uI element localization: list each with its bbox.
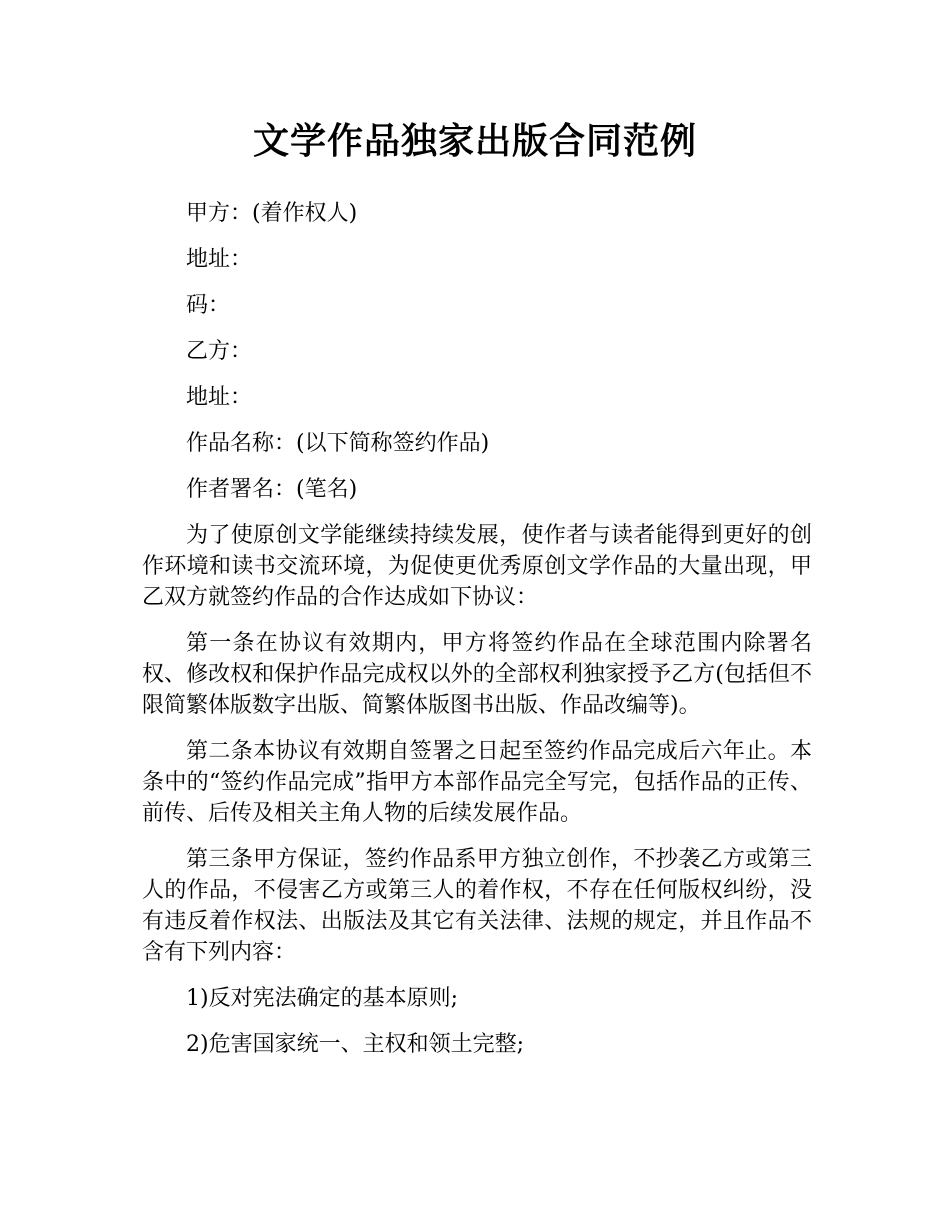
preamble-paragraph: 为了使原创文学能继续持续发展，使作者与读者能得到更好的创作环境和读书交流环境，为促使更优秀原创文学作品的大量出现，甲乙双方就签约作品的合作达成如下协议：: [142, 523, 812, 610]
party-b-address-line: 地址：: [186, 385, 253, 410]
document-body: [142, 198, 812, 1075]
article-2-paragraph: 第二条本协议有效期自签署之日起至签约作品完成后六年止。本条中的“签约作品完成”指甲方本部作品完全写完，包括作品的正传、前传、后传及相关主角人物的后续发展作品。: [142, 739, 812, 826]
work-title-line: 作品名称：(以下简称签约作品): [186, 431, 490, 456]
article-1-paragraph: 第一条在协议有效期内，甲方将签约作品在全球范围内除署名权、修改权和保护作品完成权以外的全部权利独家授予乙方(包括但不限简繁体版数字出版、简繁体版图书出版、作品改编等)。: [142, 631, 812, 718]
document-title: 文学作品独家出版合同范例: [252, 121, 697, 162]
article-3-paragraph: 第三条甲方保证，签约作品系甲方独立创作，不抄袭乙方或第三人的作品，不侵害乙方或第三人的着作权，不存在任何版权纠纷，没有违反着作权法、出版法及其它有关法律、法规的规定，并且作品不含有下列内容：: [142, 847, 812, 965]
code-line: 码：: [186, 293, 231, 318]
party-b-line: 乙方：: [186, 339, 253, 364]
party-a-address-line: 地址：: [186, 247, 253, 272]
list-item: 1)反对宪法确定的基本原则;: [186, 986, 458, 1011]
author-signature-line: 作者署名：(笔名): [186, 477, 358, 502]
list-item: 2)危害国家统一、主权和领土完整;: [186, 1032, 524, 1057]
party-a-line: 甲方：(着作权人): [186, 201, 358, 226]
